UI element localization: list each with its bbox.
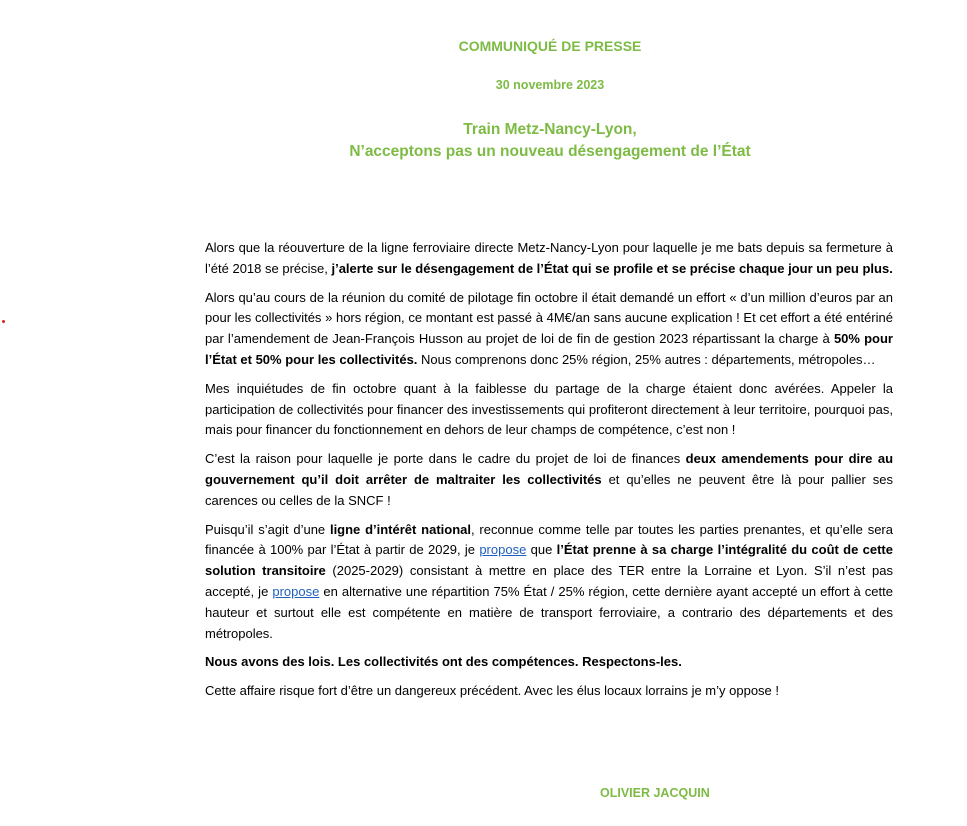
bold-phrase: ligne d’intérêt national <box>329 521 471 537</box>
release-date: 30 novembre 2023 <box>495 78 605 92</box>
paragraph-7: Cette affaire risque fort d’être un dangereux précédent. Avec les élus locaux lorrains je m’y oppose ! <box>205 683 780 699</box>
paragraph-1: Alors que la réouverture de la ligne ferroviaire directe Metz-Nancy-Lyon pour laquelle je me bats depuis sa fermeture à l’été 2018 se précise, j’alerte sur le désengagement de l’État qui se profile et se précise chaque jour un peu plus. <box>205 240 893 276</box>
bold-phrase: 50% pour l’État et 50% pour les collectivités. <box>205 331 893 367</box>
paragraph-4: C’est la raison pour laquelle je porte dans le cadre du projet de loi de finances deux amendements pour dire au gouvernement qu’il doit arrêter de maltraiter les collectivités et qu’elles ne peuvent être là pour pallier ses carences ou celles de la SNCF ! <box>205 451 894 508</box>
propose-link-2[interactable]: propose <box>272 583 320 599</box>
red-marker-dot <box>2 320 5 323</box>
paragraph-6 <box>205 652 893 673</box>
bold-phrase: j’alerte sur le désengagement de l’État qui se profile et se précise chaque jour un peu plus <box>331 260 890 276</box>
bold-phrase: l’État prenne à sa charge l’intégralité du coût de cette solution transitoire <box>205 542 893 579</box>
press-release-kicker: COMMUNIQUÉ DE PRESSE <box>458 38 642 54</box>
title-line-1: Train Metz-Nancy-Lyon, <box>463 121 637 138</box>
bold-phrase: Nous avons des lois. Les collectivités ont des compétences. Respectons-les. <box>205 654 682 670</box>
page-title <box>0 119 967 163</box>
paragraph-5: Puisqu’il s’agit d’une ligne d’intérêt national, reconnue comme telle par toutes les parties prenantes, et qu’elle sera financée à 100% par l’État à partir de 2029, je propose que l’État prenne à sa charge l’intégralité du coût de cette solution transitoire (2025-2029) consistant à mettre en place des TER entre la Lorraine et Lyon. S’il n’est pas accepté, je propose en alternative une répartition 75% État / 25% région, cette dernière ayant accepté un effort à cette hauteur et surtout elle est compétente en matière de transport ferroviaire, a contrario des départements et des métropoles. <box>205 521 893 641</box>
bold-phrase: deux amendements pour dire au gouvernement qu’il doit arrêter de maltraiter les collectivités <box>205 451 894 487</box>
paragraph-3: Mes inquiétudes de fin octobre quant à la faiblesse du partage de la charge étaient donc avérées. Appeler la participation de collectivités pour financer des investissements qui profiteront directement à leur territoire, pourquoi pas, mais pour financer du fonctionnement en dehors de leur champs de compétence, c’est non ! <box>205 380 893 438</box>
body-text <box>205 238 893 710</box>
paragraph-2: Alors qu’au cours de la réunion du comité de pilotage fin octobre il était demandé un effort « d’un million d’euros par an pour les collectivités » hors région, ce montant est passé à 4M€/an sans aucune explication ! Et cet effort a été entériné par l’amendement de Jean-François Husson au projet de loi de fin de gestion 2023 répartissant la charge à 50% pour l’État et 50% pour les collectivités. Nous comprenons donc 25% région, 25% autres : départements, métropoles… <box>205 289 893 367</box>
propose-link-1[interactable]: propose <box>479 542 527 558</box>
title-line-2: N’acceptons pas un nouveau désengagement de l’État <box>349 143 751 160</box>
signature: OLIVIER JACQUIN <box>600 786 710 800</box>
